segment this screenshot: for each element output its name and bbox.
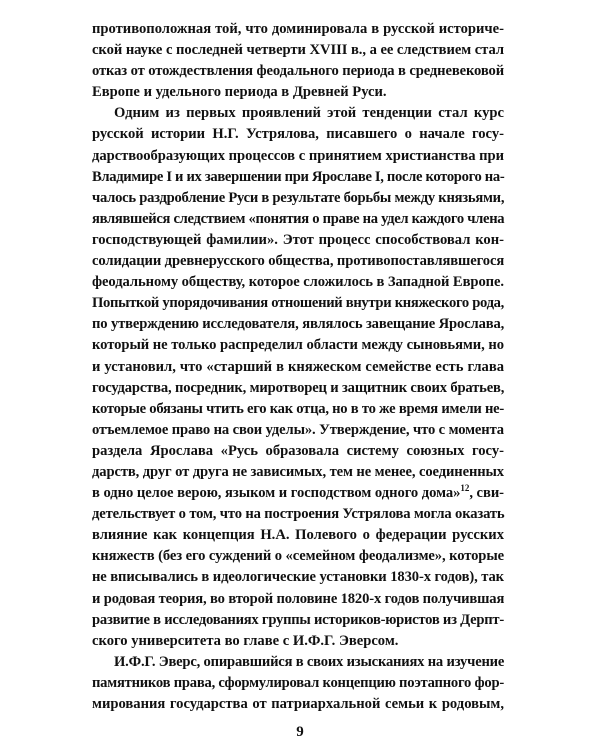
text-line: государства, посредник, миротворец и защитник своих братьев, <box>92 379 505 396</box>
text-line: Владимире I и их завершении при Ярославе I, после которого на- <box>92 168 505 185</box>
text-line: чалось раздробление Руси в результате борьбы между князьями, <box>92 189 505 206</box>
text-line: и родовая теория, во второй половине 1820-х годов получившая <box>92 590 505 607</box>
text-line: развитие в исследованиях группы историков-юристов из Дерпт- <box>92 611 504 628</box>
text-line: памятников права, сформулировал концепцию поэтапного фор- <box>92 674 504 691</box>
text-line: Попыткой упорядочивания отношений внутри княжеского рода, <box>92 295 504 312</box>
text-line: которые обязаны чтить его как отца, но в то же время имели не- <box>92 400 504 417</box>
text-line: раздела Ярослава «Русь образовала систему союзных госу- <box>92 442 504 459</box>
text-line: противоположная той, что доминировала в русской историче- <box>92 21 504 37</box>
text-line: солидации древнерусского общества, противопоставлявшегося <box>92 253 505 270</box>
text-line: ского университета во главе с И.Ф.Г. Эверсом. <box>92 632 399 649</box>
text-line: являвшейся следствием «понятия о праве на удел каждого члена <box>92 210 505 227</box>
text-line: господствующей фамилии». Этот процесс способствовал кон- <box>92 231 504 248</box>
text-line: отказ от отождествления феодального периода в средневековой <box>92 63 504 80</box>
text-line: отъемлемое право на свои уделы». Утверждение, что с момента <box>92 421 504 438</box>
page-body <box>92 19 504 715</box>
text-line: И.Ф.Г. Эверс, опиравшийся в своих изысканиях на изучение <box>114 653 505 670</box>
text-line <box>92 483 504 504</box>
text-fragment: , сви- <box>469 485 504 502</box>
page-number: 9 <box>296 724 304 740</box>
footnote-reference[interactable]: 12 <box>460 483 470 494</box>
text-line: дарствообразующих процессов с принятием христианства при <box>92 147 504 164</box>
text-line: и установил, что «старший в княжеском семействе есть глава <box>92 358 504 375</box>
text-line: дарств, друг от друга не зависимых, тем не менее, соединенных <box>92 463 504 480</box>
text-line: влияние как концепция Н.А. Полевого о федерации русских <box>92 527 504 544</box>
text-line: феодальному обществу, которое сложилось в Западной Европе. <box>92 274 505 291</box>
text-line: мирования государства от патриархальной семьи к родовым, <box>92 696 504 712</box>
text-line: который не только распределил области между сыновьями, но <box>92 337 504 354</box>
text-fragment: в одно целое верою, языком и господством одного дома» <box>92 485 461 502</box>
text-line: по утверждению исследователя, являлось завещание Ярослава, <box>92 316 505 333</box>
text-line: Европе и удельного периода в Древней Руси. <box>92 84 387 101</box>
text-line: не вписывались в идеологические установки 1830-х годов), так <box>92 569 504 586</box>
text-line: ской науке с последней четверти XVIII в., а ее следствием стал <box>92 42 504 59</box>
text-line: княжеств (без его суждений о «семейном феодализме», которые <box>92 548 504 565</box>
text-line: русской истории Н.Г. Устрялова, писавшего о начале госу- <box>92 126 504 143</box>
text-line: детельствует о том, что на построения Устрялова могла оказать <box>92 506 505 523</box>
text-line: Одним из первых проявлений этой тенденции стал курс <box>114 105 504 122</box>
